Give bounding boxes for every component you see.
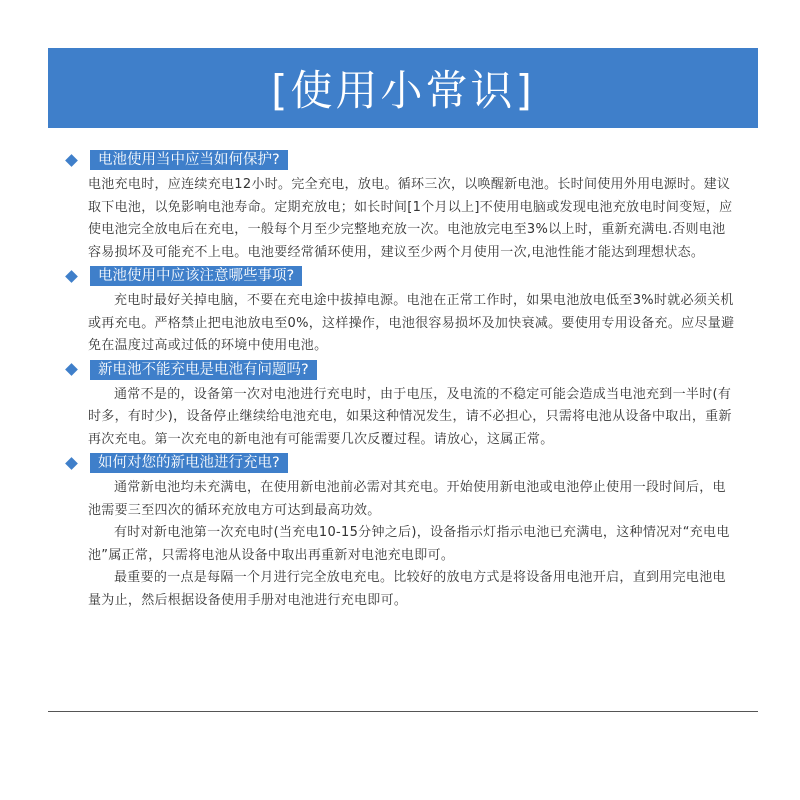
diamond-bullet-icon bbox=[65, 363, 78, 376]
section-heading: 电池使用当中应当如何保护? bbox=[90, 150, 288, 170]
tips-content bbox=[64, 148, 736, 612]
section-heading-row bbox=[64, 264, 736, 288]
section-charging-new-battery bbox=[64, 451, 736, 612]
section-new-battery-not-charging bbox=[64, 358, 736, 452]
section-heading: 如何对您的新电池进行充电? bbox=[90, 453, 288, 473]
section-paragraph: 有时对新电池第一次充电时(当充电10-15分钟之后)，设备指示灯指示电池已充满电，这种情况对“充电电池”属正常，只需将电池从设备中取出再重新对电池充电即可。 bbox=[88, 525, 730, 563]
diamond-bullet-icon bbox=[65, 154, 78, 167]
section-heading: 新电池不能充电是电池有问题吗? bbox=[90, 360, 317, 380]
diamond-bullet-icon bbox=[65, 457, 78, 470]
section-paragraph: 充电时最好关掉电脑，不要在充电途中拔掉电源。电池在正常工作时，如果电池放电低至3%时就必须关机或再充电。严格禁止把电池放电至0%，这样操作，电池很容易损坏及加快衰减。要使用专用设备充。应尽量避免在温度过高或过低的环境中使用电池。 bbox=[88, 293, 735, 353]
section-usage-precautions bbox=[64, 264, 736, 358]
section-heading: 电池使用中应该注意哪些事项? bbox=[90, 266, 302, 286]
section-heading-row bbox=[64, 358, 736, 382]
bottom-divider bbox=[48, 711, 758, 712]
section-paragraph: 通常新电池均未充满电，在使用新电池前必需对其充电。开始使用新电池或电池停止使用一段时间后，电池需要三至四次的循环充放电方可达到最高功效。 bbox=[88, 480, 726, 518]
diamond-bullet-icon bbox=[65, 270, 78, 283]
section-battery-protection bbox=[64, 148, 736, 264]
section-paragraph: 最重要的一点是每隔一个月进行完全放电充电。比较好的放电方式是将设备用电池开启，直到用完电池电量为止，然后根据设备使用手册对电池进行充电即可。 bbox=[88, 570, 726, 608]
section-paragraph: 电池充电时，应连续充电12小时。完全充电，放电。循环三次，以唤醒新电池。长时间使用外用电源时。建议取下电池，以免影响电池寿命。定期充放电；如长时间[1个月以上]不使用电脑或发现电池充放电时间变短，应使电池完全放电后在充电，一般每个月至少完整地充放一次。电池放完电至3%以上时，重新充满电.否则电池容易损坏及可能充不上电。电池要经常循环使用，建议至少两个月使用一次,电池性能才能达到理想状态。 bbox=[88, 177, 733, 260]
section-heading-row bbox=[64, 148, 736, 172]
page-title: [使用小常识] bbox=[271, 66, 535, 115]
section-heading-row bbox=[64, 451, 736, 475]
section-paragraph: 通常不是的，设备第一次对电池进行充电时，由于电压，及电流的不稳定可能会造成当电池充到一半时(有时多，有时少)，设备停止继续给电池充电，如果这种情况发生，请不必担心，只需将电池从设备中取出，重新再次充电。第一次充电的新电池有可能需要几次反覆过程。请放心，这属正常。 bbox=[88, 386, 732, 447]
title-banner bbox=[48, 48, 758, 128]
